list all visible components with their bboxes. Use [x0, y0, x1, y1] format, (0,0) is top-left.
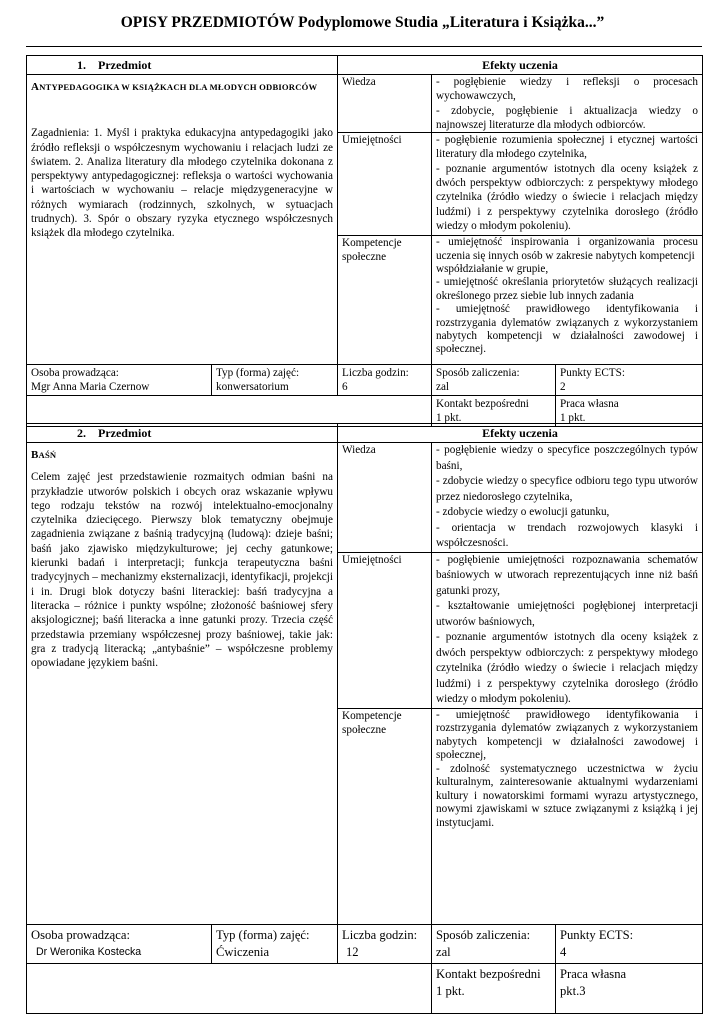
empty-cell — [27, 963, 432, 1013]
course-table-2 — [26, 423, 703, 1014]
course-table-1 — [26, 55, 703, 427]
subject-header: 2. Przedmiot — [27, 424, 338, 443]
credit-cell: Sposób zaliczenia: zal — [432, 365, 556, 396]
course-description: Celem zajęć jest przedstawienie rozmaitych odmian baśni na przykładzie utworów polskich i obcych oraz wskazanie wpływu tego rodzaju tekstów na rozwój intelektualno-emocjonalny czytelnika dziecięcego. Pierwszy blok tematyczny obejmuje zagadnienia związane z baśnią tradycyjną (ludową): dzieje baśni; baśń jako zjawisko międzykulturowe; jej cechy gatunkowe; kierunki badań i interpretacji; funkcja terapeutyczna baśni tradycyjnych – mechanizmy eksternalizacji, identyfikacji, projekcji i in. Drugi blok dotyczy baśni literackiej: baśń tradycyjna a literacka – różnice i punkty wspólne; złożoność baśniowej sfery aksjologicznej; baśń literacka a inne gatunki prozy. Trzecia część przedstawia przemiany współczesnej prozy baśniowej, takie jak: gra z tradycją literacką; „antybaśnie” – współczesne problemy opowiadane językiem baśni. — [31, 471, 333, 670]
type-cell: Typ (forma) zajęć: Ćwiczenia — [212, 924, 338, 963]
contact-cell: Kontakt bezpośredni 1 pkt. — [432, 963, 556, 1013]
skills-effects: - pogłębienie rozumienia społecznej i etycznej wartości literatury dla młodego czytelnika, - poznanie argumentów istotnych dla oceny książek z dwóch perspektyw odbiorczych: z perspektywy młodego czytelnika (źródło wiedzy o świecie i relacjach między ludźmi) i z perspektywy czytelnika dorosłego (źródło wiedzy o młodym pokoleniu). — [432, 133, 703, 236]
course-name: ANTYPEDAGOGIKA W KSIĄŻKACH DLA MŁODYCH ODBIORCÓW — [31, 81, 318, 93]
course-header-row — [27, 56, 703, 75]
effects-header: Efekty uczenia — [338, 56, 703, 75]
lecturer-cell: Osoba prowadząca: Dr Weronika Kostecka — [27, 924, 212, 963]
contact-cell: Kontakt bezpośredni 1 pkt. — [432, 396, 556, 427]
competences-effects: - umiejętność prawidłowego identyfikowania i rozstrzygania dylematów związanych z wykorzystaniem nabytych kompetencji w działalności zawodowej i społecznej, - zdolność systematycznego uczestnictwa w życiu kulturalnym, zainteresowanie aktualnymi wydarzeniami kultury i nowatorskimi formami wyrazu artystycznego, nowymi zjawiskami w sztuce związanymi z książką i jej instytucjami. — [432, 708, 703, 924]
ects-cell: Punkty ECTS: 4 — [556, 924, 703, 963]
course-header-row — [27, 424, 703, 443]
course-description: Zagadnienia: 1. Myśl i praktyka edukacyjna antypedagogiki jako źródło refleksji o współczesnym wychowaniu i relacjach ludzi ze światem. 2. Analiza literatury dla młodego czytelnika dokonana z perspektywy antypedagogicznej: refleksja o wartości wychowania i wartościach w wychowaniu – relacje międzygeneracyjne w różnych wymiarach (rodzinnych, szkolnych, w sytuacjach trudnych). 3. Spór o obszary ryzyka etycznego współczesnych książek dla młodego czytelnika. — [31, 127, 333, 240]
competences-label: Kompetencje społeczne — [338, 708, 432, 924]
effects-header: Efekty uczenia — [338, 424, 703, 443]
lecturer-cell: Osoba prowadząca: Mgr Anna Maria Czernow — [27, 365, 212, 396]
lecturer-name: Dr Weronika Kostecka — [36, 945, 142, 958]
knowledge-effects: - pogłębienie wiedzy i refleksji o procesach wychowawczych, - zdobycie, pogłębienie i aktualizacja wiedzy o najnowszej literaturze dla młodych odbiorców. — [432, 75, 703, 133]
competences-effects: - umiejętność inspirowania i organizowania procesu uczenia się innych osób w zakresie nabytych kompetencji współdziałanie w grupie, - umiejętność określania priorytetów służących realizacji określonego przez siebie lub innych zadania - umiejętność prawidłowego identyfikowania i rozstrzygania dylematów związanych z wykorzystaniem nabytych kompetencji w działalności zawodowej i społecznej. — [432, 236, 703, 365]
ects-cell: Punkty ECTS: 2 — [556, 365, 703, 396]
title-rule — [26, 46, 702, 47]
course-name: BAŚŃ — [31, 449, 57, 461]
competences-label: Kompetencje społeczne — [338, 236, 432, 365]
knowledge-label: Wiedza — [338, 75, 432, 133]
page-title: OPISY PRZEDMIOTÓW Podyplomowe Studia „Literatura i Książka...” — [120, 14, 605, 31]
hours-cell: Liczba godzin: 6 — [338, 365, 432, 396]
hours-cell: Liczba godzin: 12 — [338, 924, 432, 963]
course-description-cell — [27, 443, 338, 925]
knowledge-effects: - pogłębienie wiedzy o specyfice poszczególnych typów baśni, - zdobycie wiedzy o specyfice odbioru tego typu utworów przez niedorosłego czytelnika, - zdobycie wiedzy o ewolucji gatunku, - orientacja w trendach rozwojowych klasyki i współczesności. — [432, 443, 703, 553]
selfwork-cell: Praca własna pkt.3 — [556, 963, 703, 1013]
credit-cell: Sposób zaliczenia: zal — [432, 924, 556, 963]
skills-label: Umiejętności — [338, 133, 432, 236]
selfwork-cell: Praca własna 1 pkt. — [556, 396, 703, 427]
lecturer-name: Mgr Anna Maria Czernow — [31, 381, 150, 394]
knowledge-label: Wiedza — [338, 443, 432, 553]
course-description-cell — [27, 75, 338, 365]
subject-header: 1. Przedmiot — [27, 56, 338, 75]
type-cell: Typ (forma) zajęć: konwersatorium — [212, 365, 338, 396]
skills-effects: - pogłębienie umiejętności rozpoznawania schematów baśniowych w utworach reprezentujących inne niż baśń gatunki prozy, - kształtowanie umiejętności pogłębionej interpretacji utworów baśniowych, - poznanie argumentów istotnych dla oceny książek z dwóch perspektyw odbiorczych: z perspektywy młodego czytelnika (źródło wiedzy o świecie i relacjach między ludźmi) i z perspektywy czytelnika dorosłego (źródło wiedzy o młodym pokoleniu). — [432, 552, 703, 708]
skills-label: Umiejętności — [338, 552, 432, 708]
